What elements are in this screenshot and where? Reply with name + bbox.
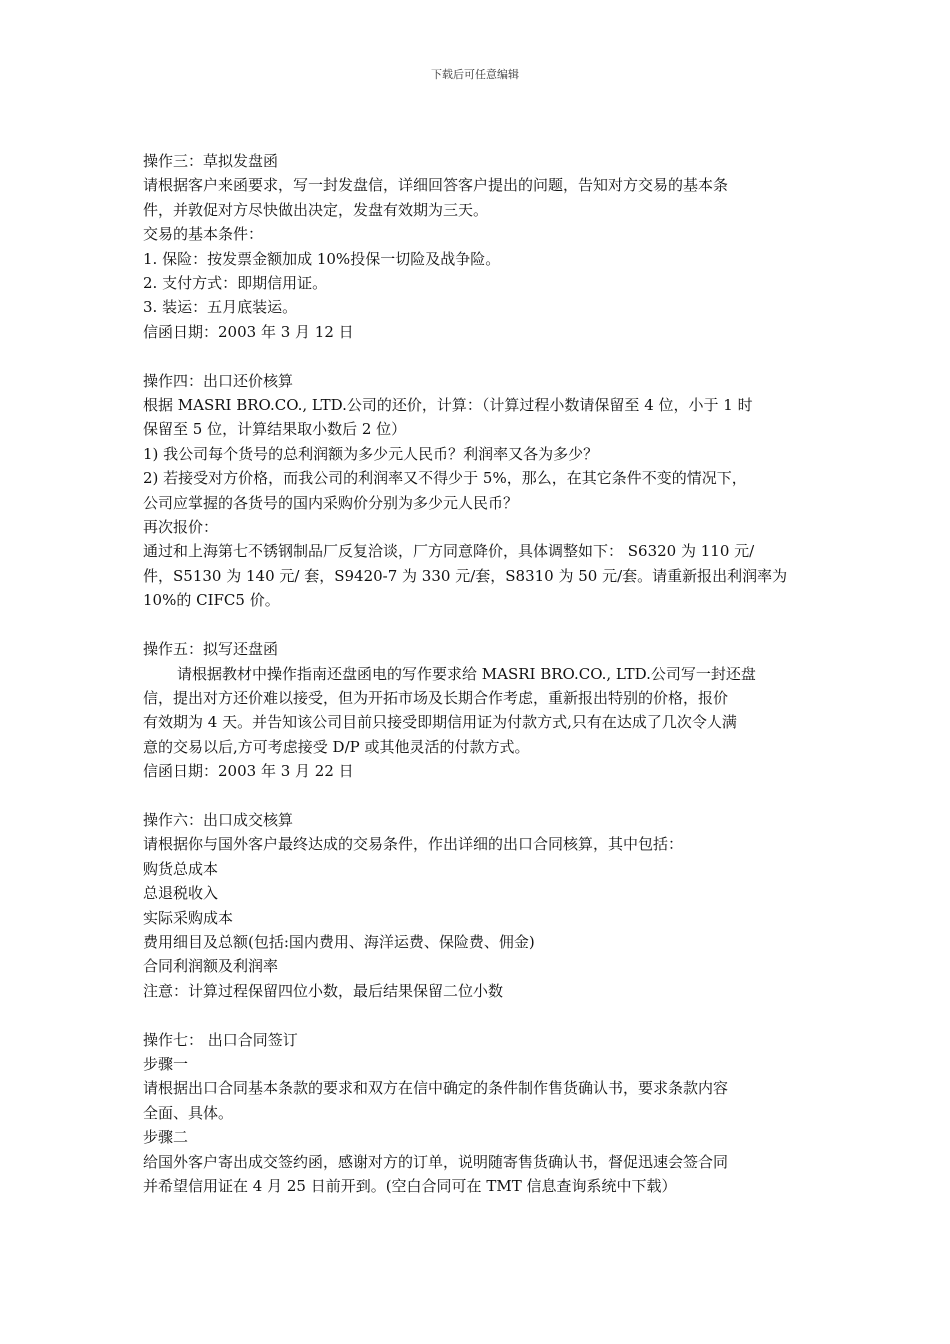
op5-paragraph-line-3: 有效期为 4 天。并告知该公司目前只接受即期信用证为付款方式,只有在达成了几次令人满 xyxy=(143,713,737,732)
section-gap xyxy=(143,1003,811,1027)
op7-step-1-title: 步骤一 xyxy=(143,1054,189,1073)
op6-item-total-purchase-cost: 购货总成本 xyxy=(143,859,219,878)
op4-requote-line-3: 10%的 CIFC5 价。 xyxy=(143,591,280,610)
op3-paragraph-line-2: 件，并敦促对方尽快做出决定，发盘有效期为三天。 xyxy=(143,200,489,219)
op3-title: 操作三：草拟发盘函 xyxy=(143,152,279,170)
op7-step-1-line-1: 请根据出口合同基本条款的要求和双方在信中确定的条件制作售货确认书，要求条款内容 xyxy=(143,1079,729,1098)
op5-paragraph-line-4: 意的交易以后,方可考虑接受 D/P 或其他灵活的付款方式。 xyxy=(143,737,530,756)
op4-intro-line-1: 根据 MASRI BRO.CO., LTD.公司的还价，计算：（计算过程小数请保留至 4 位，小于 1 时 xyxy=(143,396,753,415)
op3-letter-date: 信函日期：2003 年 3 月 12 日 xyxy=(143,322,354,341)
op3-paragraph-line-1: 请根据客户来函要求，写一封发盘信，详细回答客户提出的问题，告知对方交易的基本条 xyxy=(143,176,729,195)
op7-step-2-title: 步骤二 xyxy=(143,1128,189,1147)
op4-intro-line-2: 保留至 5 位，计算结果取小数后 2 位） xyxy=(143,420,407,439)
op6-item-expense-details: 费用细目及总额(包括:国内费用、海洋运费、保险费、佣金) xyxy=(143,932,535,951)
section-gap xyxy=(143,344,811,368)
op6-title: 操作六：出口成交核算 xyxy=(143,810,294,829)
section-gap xyxy=(143,784,811,808)
op6-intro: 请根据你与国外客户最终达成的交易条件，作出详细的出口合同核算，其中包括： xyxy=(143,835,684,854)
op6-note: 注意：计算过程保留四位小数，最后结果保留二位小数 xyxy=(143,981,504,1000)
document-body xyxy=(143,149,811,1198)
op4-question-2-line-1: 2) 若接受对方价格，而我公司的利润率又不得少于 5%，那么，在其它条件不变的情况下， xyxy=(143,469,747,488)
section-gap xyxy=(143,613,811,637)
op4-question-2-line-2: 公司应掌握的各货号的国内采购价分别为多少元人民币？ xyxy=(143,493,519,512)
op7-step-2-line-2: 并希望信用证在 4 月 25 日前开到。(空白合同可在 TMT 信息查询系统中下载） xyxy=(143,1177,677,1195)
page-header-note: 下载后可任意编辑 xyxy=(431,68,519,81)
op3-condition-payment: 2. 支付方式：即期信用证。 xyxy=(143,274,328,293)
op5-paragraph-line-2: 信，提出对方还价难以接受，但为开拓市场及长期合作考虑，重新报出特别的价格，报价 xyxy=(143,688,729,707)
op6-item-total-tax-refund: 总退税收入 xyxy=(143,884,219,903)
op3-condition-shipment: 3. 装运：五月底装运。 xyxy=(143,298,298,317)
op4-requote-line-1: 通过和上海第七不锈钢制品厂反复洽谈，厂方同意降价，具体调整如下： S6320 为 110 元/ xyxy=(143,542,755,561)
op4-requote-title: 再次报价： xyxy=(143,518,219,537)
op7-step-2-line-1: 给国外客户寄出成交签约函，感谢对方的订单，说明随寄售货确认书，督促迅速会签合同 xyxy=(143,1152,729,1171)
op3-conditions-title: 交易的基本条件： xyxy=(143,225,264,244)
op7-step-1-line-2: 全面、具体。 xyxy=(143,1103,234,1122)
op4-requote-line-2: 件，S5130 为 140 元/ 套，S9420-7 为 330 元/套，S8310 为 50 元/套。请重新报出利润率为 xyxy=(143,566,788,585)
op4-question-1: 1) 我公司每个货号的总利润额为多少元人民币？利润率又各为多少？ xyxy=(143,444,599,463)
op5-title: 操作五：拟写还盘函 xyxy=(143,640,279,659)
op3-condition-insurance: 1. 保险：按发票金额加成 10%投保一切险及战争险。 xyxy=(143,249,501,268)
op7-title: 操作七： 出口合同签订 xyxy=(143,1030,298,1049)
op6-item-actual-purchase-cost: 实际采购成本 xyxy=(143,908,234,927)
op5-paragraph-line-1: 请根据教材中操作指南还盘函电的写作要求给 MASRI BRO.CO., LTD.公司写一封还盘 xyxy=(177,664,756,683)
op5-letter-date: 信函日期：2003 年 3 月 22 日 xyxy=(143,762,354,781)
op6-item-contract-profit: 合同利润额及利润率 xyxy=(143,957,279,976)
op4-title: 操作四：出口还价核算 xyxy=(143,371,294,390)
